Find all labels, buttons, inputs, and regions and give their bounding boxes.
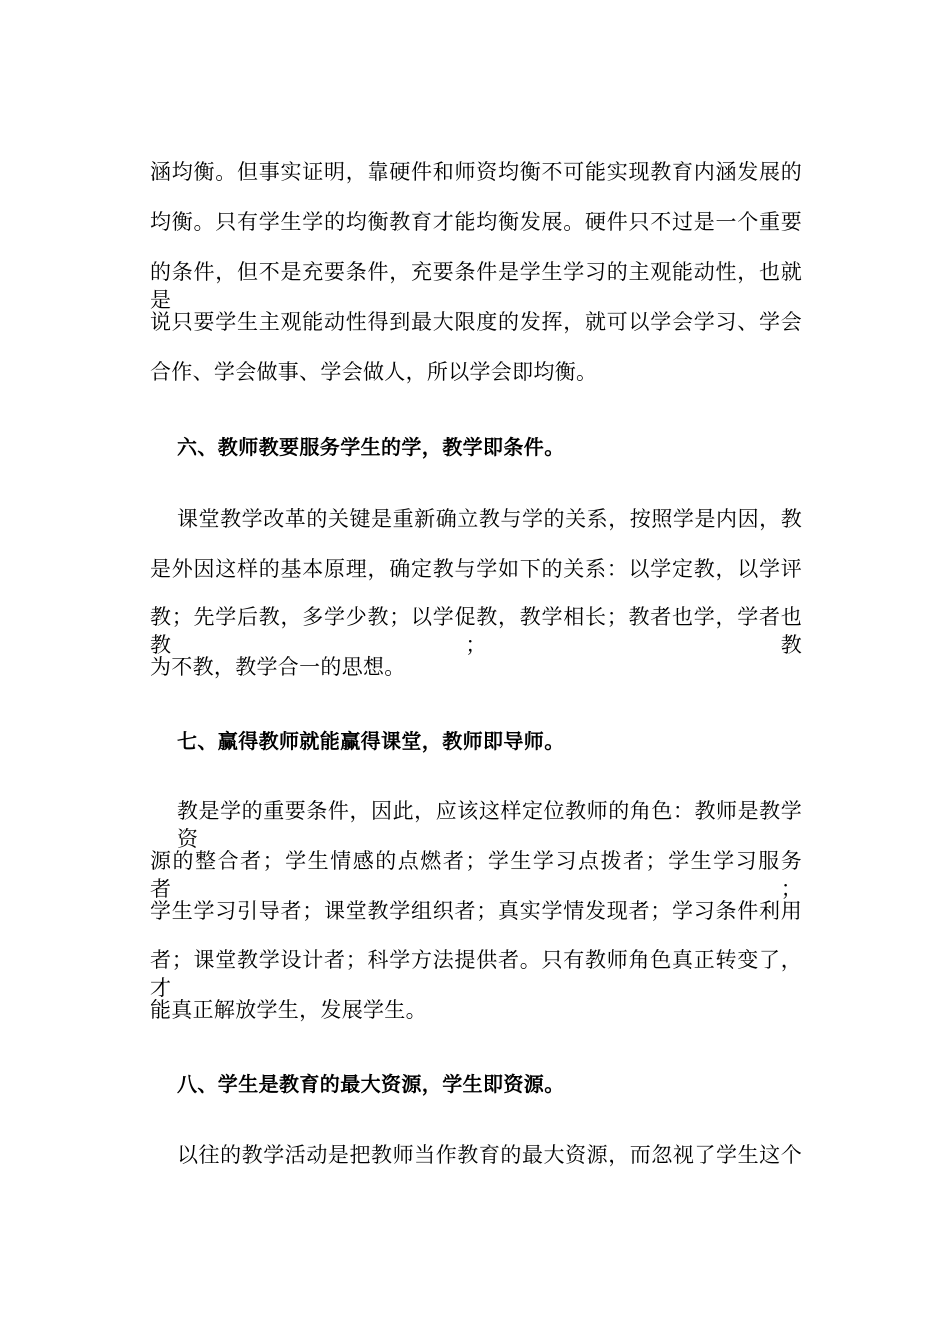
- section-heading-7: 七、赢得教师就能赢得课堂，教师即导师。: [177, 729, 565, 753]
- paragraph-line: 源的整合者；学生情感的点燃者；学生学习点拨者；学生学习服务者；: [150, 849, 802, 901]
- section-heading-6: 六、教师教要服务学生的学，教学即条件。: [177, 435, 565, 459]
- paragraph-line: 均衡。只有学生学的均衡教育才能均衡发展。硬件只不过是一个重要: [150, 210, 802, 234]
- paragraph-line: 教是学的重要条件，因此，应该这样定位教师的角色：教师是教学资: [177, 799, 802, 851]
- paragraph-line: 是外因这样的基本原理，确定教与学如下的关系：以学定教，以学评: [150, 557, 802, 581]
- paragraph-line: 课堂教学改革的关键是重新确立教与学的关系，按照学是内因，教: [177, 507, 802, 531]
- paragraph-line: 合作、学会做事、学会做人，所以学会即均衡。: [150, 360, 598, 384]
- paragraph-line: 的条件，但不是充要条件，充要条件是学生学习的主观能动性，也就是: [150, 260, 802, 312]
- paragraph-line: 者；课堂教学设计者；科学方法提供者。只有教师角色真正转变了，才: [150, 948, 802, 1000]
- paragraph-line: 说只要学生主观能动性得到最大限度的发挥，就可以学会学习、学会: [150, 310, 802, 334]
- paragraph-line: 学生学习引导者；课堂教学组织者；真实学情发现者；学习条件利用: [150, 899, 802, 923]
- paragraph-line: 为不教，教学合一的思想。: [150, 655, 406, 679]
- paragraph-line: 能真正解放学生，发展学生。: [150, 998, 427, 1022]
- section-heading-8: 八、学生是教育的最大资源，学生即资源。: [177, 1072, 565, 1096]
- paragraph-line: 涵均衡。但事实证明，靠硬件和师资均衡不可能实现教育内涵发展的: [150, 160, 802, 184]
- paragraph-line: 以往的教学活动是把教师当作教育的最大资源，而忽视了学生这个: [177, 1143, 802, 1167]
- paragraph-line: 教；先学后教，多学少教；以学促教，教学相长；教者也学，学者也教；教: [150, 605, 802, 657]
